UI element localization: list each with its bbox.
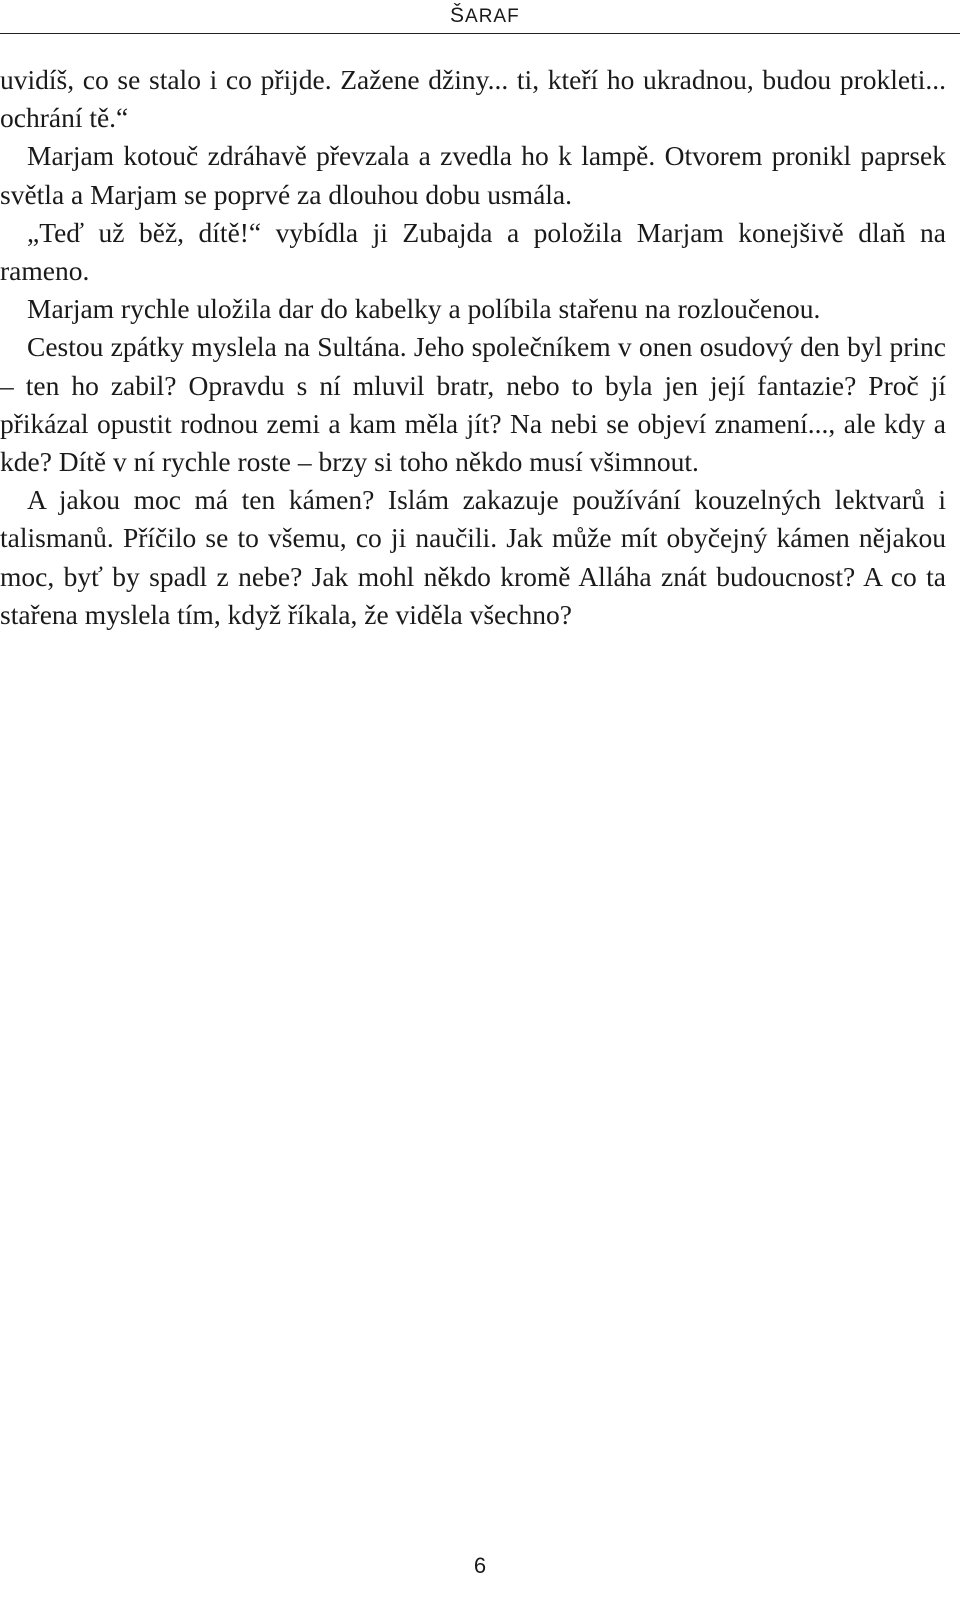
paragraph: Cestou zpátky myslela na Sultána. Jeho společníkem v onen osudový den byl princ – ten ho zabil? Opravdu s ní mluvil bratr, nebo to byla jen její fantazie? Proč jí přikázal opustit rodnou zemi a kam měla jít? Na nebi se objeví znamení..., ale kdy a kde? Dítě v ní rychle roste – brzy si toho někdo musí všimnout. bbox=[0, 331, 946, 478]
paragraph: Marjam kotouč zdráhavě převzala a zvedla ho k lampě. Otvorem pronikl paprsek světla a Marjam se poprvé za dlouhou dobu usmála. bbox=[0, 140, 946, 210]
paragraph-continuation: uvidíš, co se stalo i co přijde. Zažene džiny... ti, kteří ho ukradnou, budou prokleti... ochrání tě.“ bbox=[0, 64, 946, 134]
paragraph: „Teď už běž, dítě!“ vybídla ji Zubajda a položila Marjam konejšivě dlaň na rameno. bbox=[0, 216, 946, 287]
page-number: 6 bbox=[473, 1553, 487, 1578]
paragraph: A jakou moc má ten kámen? Islám zakazuje používání kouzelných lektvarů i talismanů. Příčilo se to všemu, co ji naučili. Jak může mít obyčejný kámen nějakou moc, byť by spadl z nebe? Jak mohl někdo kromě Alláha znát budoucnost? A co ta stařena myslela tím, když říkala, že viděla všechno? bbox=[0, 484, 946, 630]
body-text bbox=[0, 61, 946, 634]
paragraph: Marjam rychle uložila dar do kabelky a políbila stařenu na rozloučenou. bbox=[27, 293, 821, 325]
running-title: ŠARAF bbox=[450, 4, 520, 27]
running-head bbox=[0, 0, 960, 34]
